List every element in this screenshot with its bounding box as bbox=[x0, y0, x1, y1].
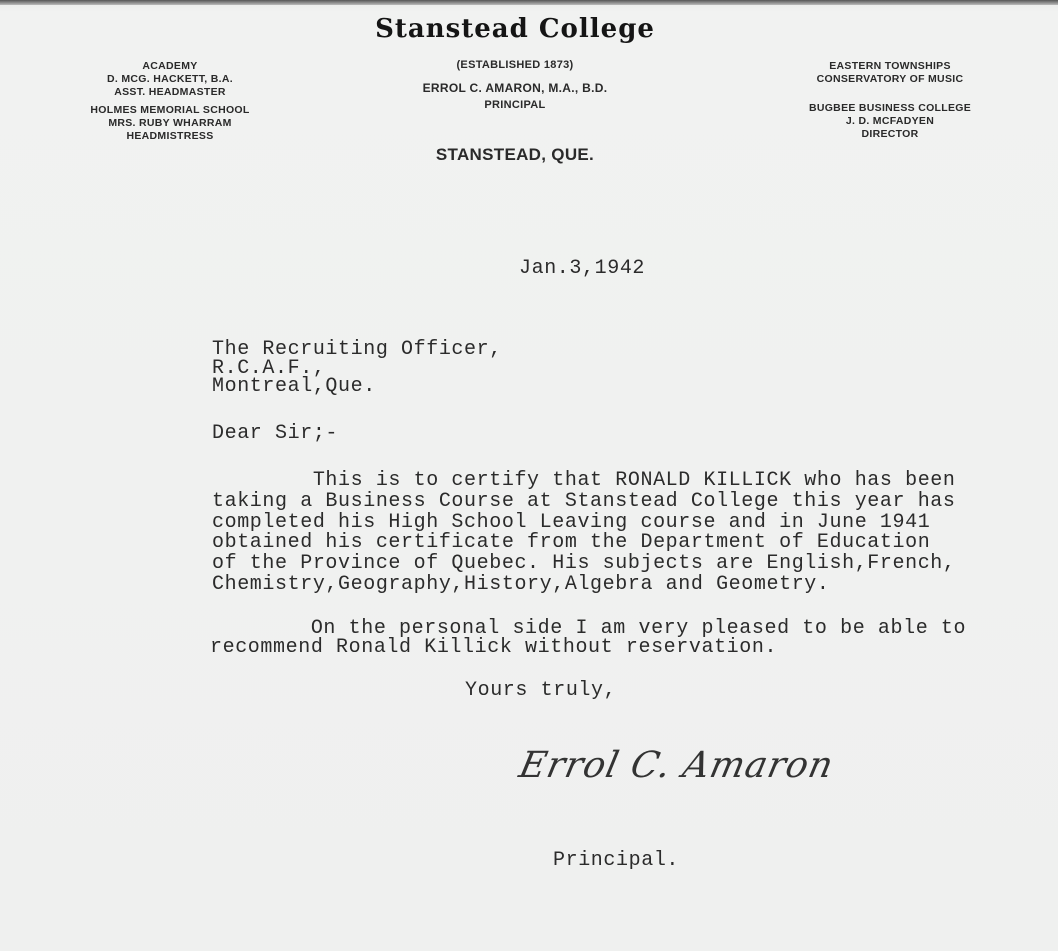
text-line: Chemistry,Geography,History,Algebra and Geometry. bbox=[212, 572, 830, 596]
text-line: This is to certify that RONALD KILLICK who has been bbox=[212, 469, 956, 492]
address-line: Montreal,Que. bbox=[212, 375, 376, 398]
scan-edge bbox=[0, 0, 1058, 5]
college-name-logo: Stanstead College bbox=[375, 14, 655, 44]
recipient-address bbox=[212, 338, 502, 398]
text-line: of the Province of Quebec. His subjects are English,French, bbox=[212, 552, 956, 576]
text-line: taking a Business Course at Stanstead College this year has bbox=[212, 489, 956, 513]
text-line: completed his High School Leaving course and in June 1941 bbox=[212, 510, 931, 534]
closing: Yours truly, bbox=[465, 679, 617, 702]
letterhead-right bbox=[780, 60, 1000, 141]
left-line: D. MCG. HACKETT, B.A. bbox=[107, 73, 233, 85]
letterhead-location: STANSTEAD, QUE. bbox=[435, 145, 595, 164]
right-line: EASTERN TOWNSHIPS bbox=[829, 60, 951, 72]
letter-date: Jan.3,1942 bbox=[519, 257, 646, 280]
left-line: HEADMISTRESS bbox=[126, 130, 214, 142]
principal-title: PRINCIPAL bbox=[484, 99, 546, 111]
right-line: J. D. MCFADYEN bbox=[845, 115, 935, 127]
paragraph-2 bbox=[210, 619, 966, 657]
left-line: MRS. RUBY WHARRAM bbox=[108, 117, 232, 129]
signer-title: Principal. bbox=[553, 849, 680, 872]
left-line: ACADEMY bbox=[142, 60, 198, 72]
established-line: (ESTABLISHED 1873) bbox=[456, 59, 574, 71]
letterhead-center bbox=[380, 59, 650, 112]
address-line: R.C.A.F., bbox=[212, 356, 326, 380]
right-line: CONSERVATORY OF MUSIC bbox=[816, 73, 964, 85]
left-line: HOLMES MEMORIAL SCHOOL bbox=[90, 104, 250, 116]
right-line: DIRECTOR bbox=[861, 128, 919, 140]
address-line: The Recruiting Officer, bbox=[212, 338, 502, 361]
letterhead-left bbox=[70, 60, 270, 143]
text-line: recommend Ronald Killick without reservation. bbox=[210, 636, 778, 659]
left-line: ASST. HEADMASTER bbox=[114, 86, 226, 98]
paragraph-1 bbox=[212, 471, 956, 596]
handwritten-signature: Errol C. Amaron bbox=[515, 745, 838, 786]
text-line: On the personal side I am very pleased to be able to bbox=[210, 617, 967, 640]
salutation: Dear Sir;- bbox=[212, 422, 339, 445]
right-line: BUGBEE BUSINESS COLLEGE bbox=[808, 102, 972, 114]
principal-name: ERROL C. AMARON, M.A., B.D. bbox=[422, 81, 608, 95]
text-line: obtained his certificate from the Department of Education bbox=[212, 531, 931, 555]
